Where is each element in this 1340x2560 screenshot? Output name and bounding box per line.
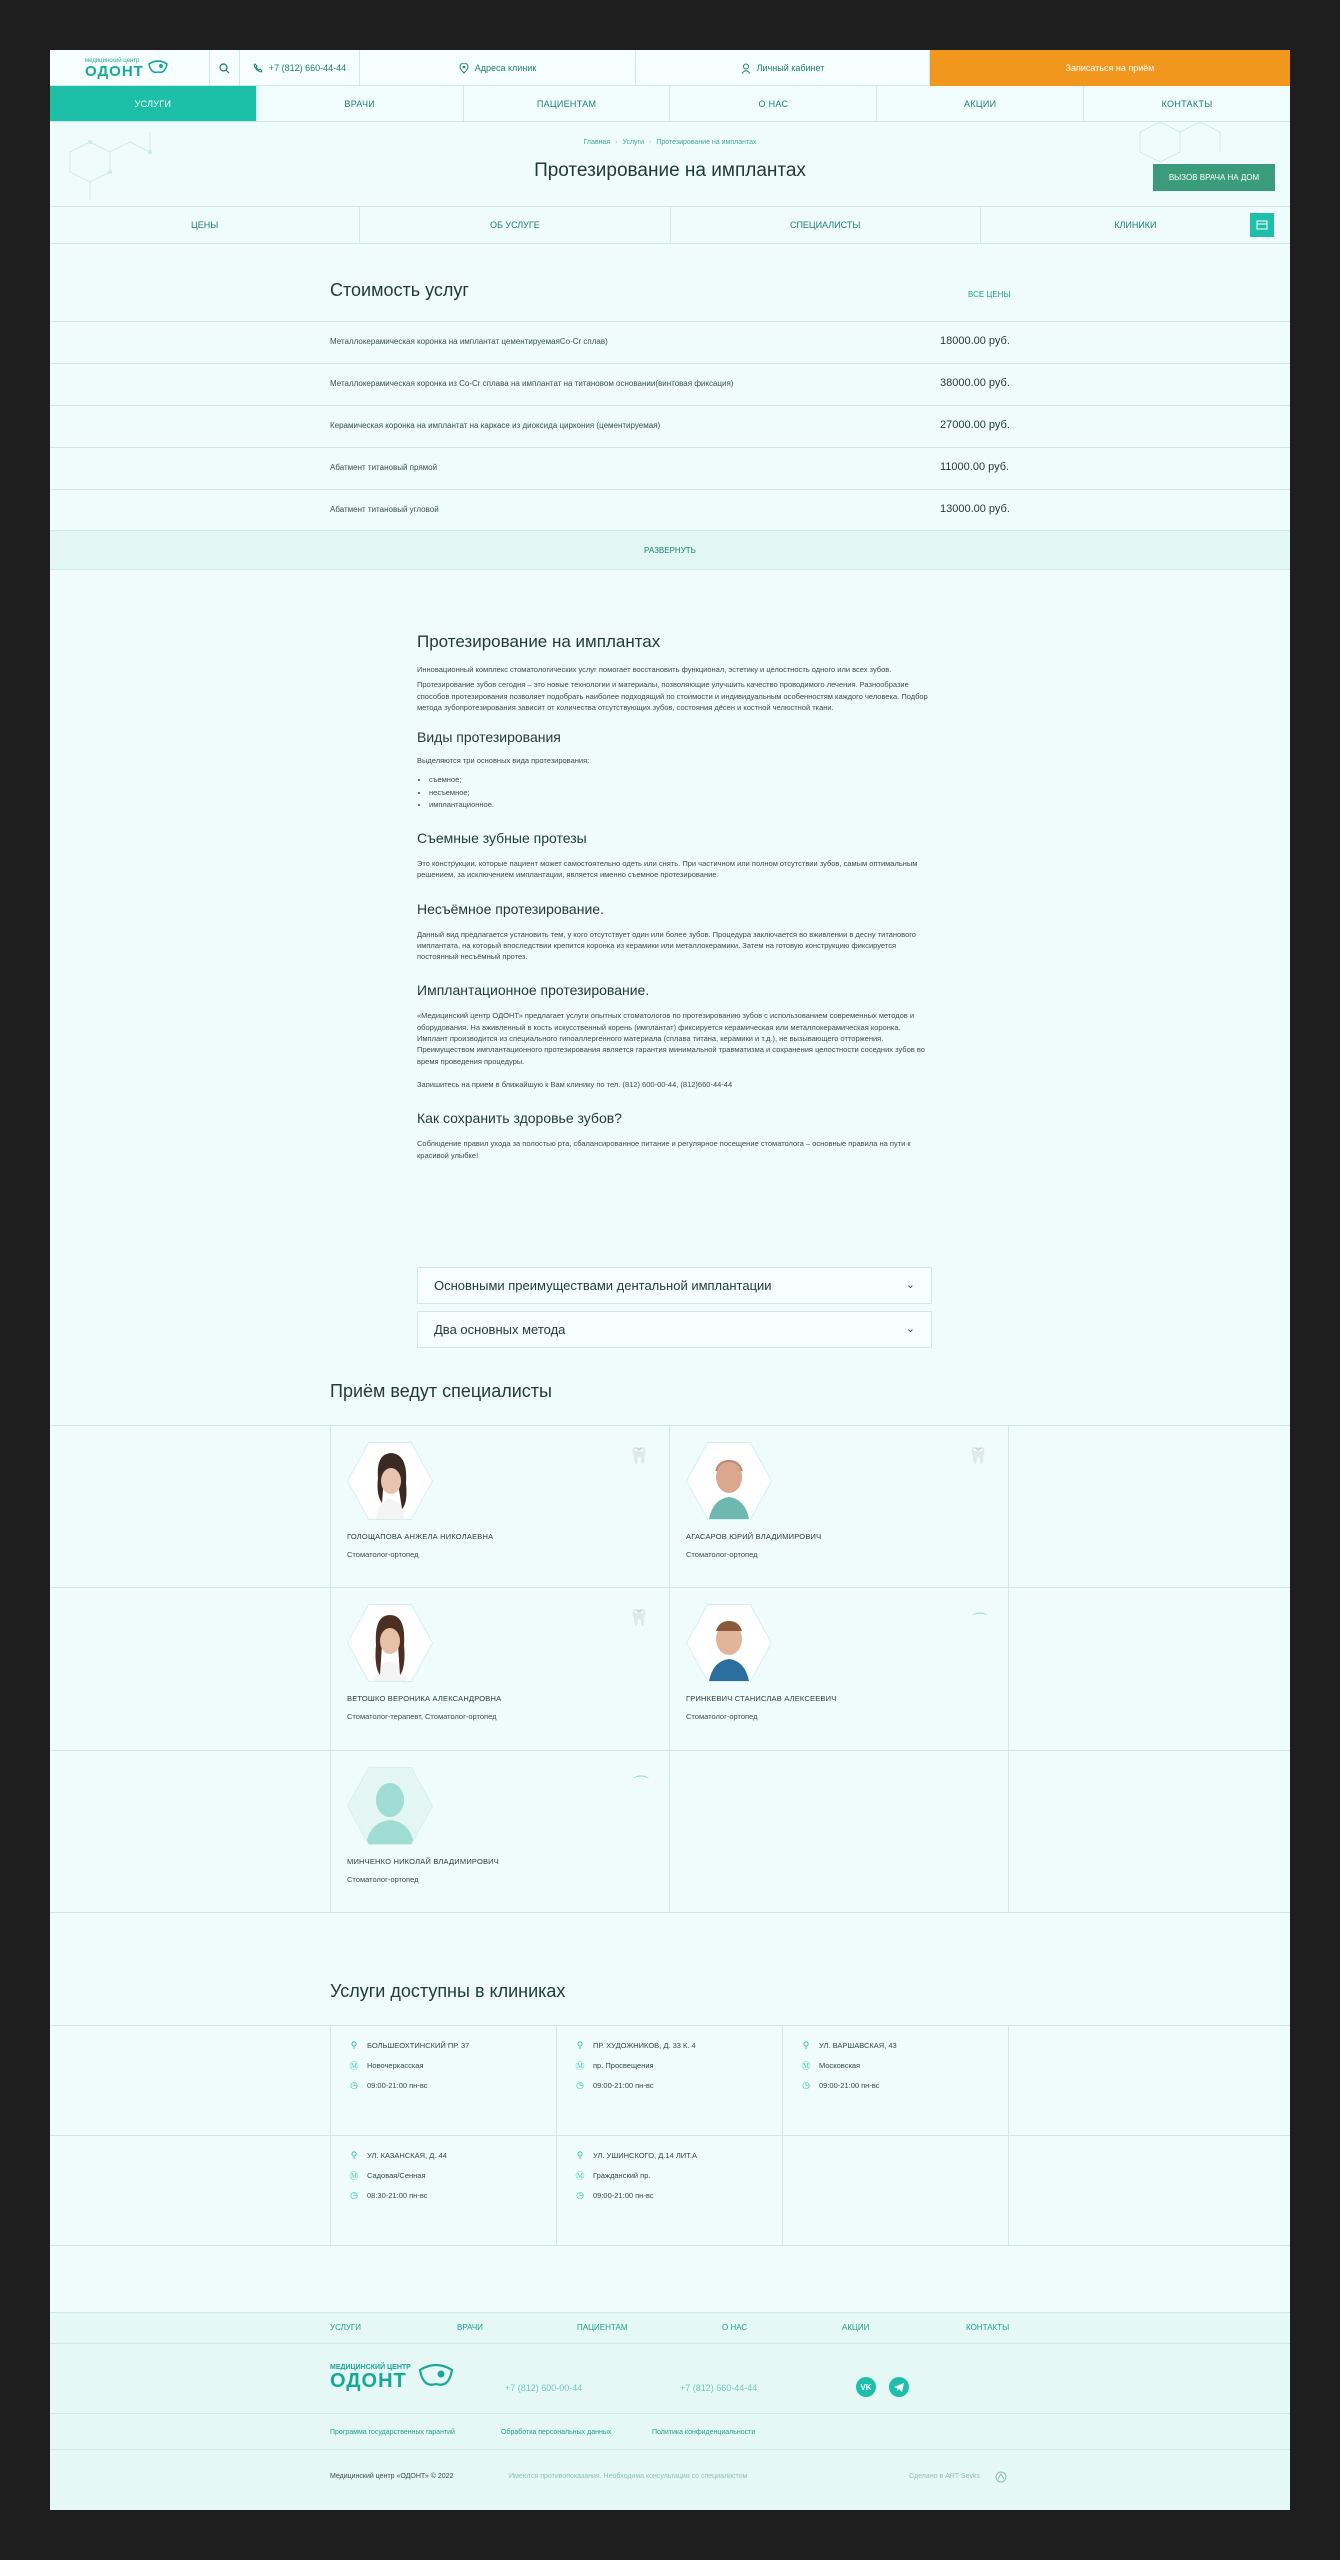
vk-icon[interactable] [856, 2377, 876, 2397]
location-pin-icon: ⚲ [350, 2149, 358, 2160]
footer-nav-contacts[interactable]: КОНТАКТЫ [966, 2323, 1010, 2332]
main-nav [50, 86, 1290, 122]
article-paragraph: Это конструкции, которые пациент может самостоятельно одеть или снять. При частичном или полном отсутствии зубов, самым оптимальным решением, за исключением имплантации, является именно съемное протезирование. [417, 858, 918, 880]
article-paragraph: Данный вид предлагается установить тем, у кого отсутствует один или более зубов. Процедура заключается во вживлении в десну титанового имплантата, на который впоследствии крепится коронка из керамики или металлокерамики. Затем на готовую конструкцию фиксируется постоянный несъёмный протез. [417, 929, 916, 962]
top-bar [50, 50, 1290, 86]
doctor-photo [686, 1604, 772, 1682]
metro-icon: Ⓜ [801, 2060, 811, 2071]
article-title: Протезирование на имплантах [417, 632, 661, 651]
developer-logo-icon [995, 2471, 1007, 2483]
clinic-address: УЛ. КАЗАНСКАЯ, Д. 44 [367, 2150, 447, 2160]
clinic-card[interactable] [557, 2026, 783, 2136]
accordion-label: Два основных метода [434, 1322, 566, 1337]
doctor-role: Стоматолог-терапевт, Стоматолог-ортопед [347, 1712, 497, 1721]
doctor-role: Стоматолог-ортопед [347, 1550, 419, 1559]
article-paragraph: «Медицинский центр ОДОНТ» предлагает услуги опытных стоматологов по протезированию зубов с использованием современных методов и оборудования. На вживленный в кость искусственный корень (имплантат) фиксируется керамическая или металлокерамическая коронка. Имплант производится из специального гипоаллергенного материала (сплава титана, керамики и т.д.), не вызывающего отторжения. Преимуществом имплантационного протезирования является гарантия минимальной травматизма и сохранения целостности соседних зубов во время проведения процедуры. [417, 1011, 925, 1066]
nav-item-about[interactable]: О НАС [670, 86, 877, 121]
doctor-photo [347, 1767, 433, 1845]
article-paragraph: Запишитесь на прием в ближайшую к Вам клинику по тел. (812) 600-00-44, (812)660-44-44 [417, 1079, 733, 1089]
article-heading: Съемные зубные протезы [417, 829, 587, 846]
clock-icon: ◷ [576, 2189, 584, 2200]
doctor-name: АГАСАРОВ ЮРИЙ ВЛАДИМИРОВИЧ [686, 1532, 822, 1541]
clinic-card[interactable] [331, 2026, 557, 2136]
book-appointment-button[interactable]: Записаться на приём [930, 50, 1290, 86]
footer-logo-subtitle: МЕДИЦИНСКИЙ ЦЕНТР [330, 2363, 411, 2371]
doctors-title: Приём ведут специалисты [330, 1381, 552, 1401]
phone-link[interactable] [240, 50, 360, 86]
clock-icon: ◷ [802, 2079, 810, 2090]
article [417, 632, 932, 1161]
tooth-icon: 🦷 [968, 1448, 988, 1465]
user-icon [741, 63, 751, 74]
logo-tooth-icon [417, 2363, 455, 2391]
tooth-icon: ⌒ [971, 1613, 988, 1630]
addresses-text: Адреса клиник [474, 63, 537, 73]
price-row-value: 18000.00 руб. [940, 335, 1010, 347]
vk-label: VK [860, 2382, 872, 2392]
doctor-name: ГОЛОЩАПОВА АНЖЕЛА НИКОЛАЕВНА [347, 1532, 494, 1541]
chevron-down-icon: ⌄ [905, 1323, 915, 1335]
card-button[interactable] [1250, 213, 1274, 237]
price-row-name: Металлокерамическая коронка на имплантат цементируемаяСо-Cr сплав) [330, 337, 608, 346]
telegram-icon[interactable] [889, 2377, 909, 2397]
logo-subtitle: медицинский центр [85, 57, 140, 64]
clinic-metro: Новочеркасская [367, 2060, 424, 2070]
doctor-card[interactable] [331, 1751, 669, 1913]
doctor-portrait-image [348, 1443, 432, 1519]
tab-about[interactable]: ОБ УСЛУГЕ [360, 207, 670, 243]
clinics-title: Услуги доступны в клиниках [330, 1981, 566, 2001]
location-pin-icon: ⚲ [350, 2039, 358, 2050]
cabinet-text: Личный кабинет [756, 63, 825, 73]
phone-icon [253, 63, 263, 73]
article-heading: Виды протезирования [417, 729, 561, 746]
footer-nav-about[interactable]: О НАС [722, 2323, 748, 2332]
chevron-down-icon: ⌄ [905, 1279, 915, 1291]
clinic-metro: пр. Просвещения [593, 2060, 654, 2070]
clinic-hours: 08:30-21:00 пн-вс [367, 2190, 428, 2200]
clock-icon: ◷ [350, 2079, 358, 2090]
doctor-portrait-image [687, 1443, 771, 1519]
clinic-hours: 09:00-21:00 пн-вс [593, 2190, 654, 2200]
made-by-link[interactable]: Сделано в ART-Sevks [909, 2473, 981, 2480]
doctor-portrait-image [687, 1605, 771, 1681]
location-pin-icon: ⚲ [576, 2039, 584, 2050]
doctor-photo [686, 1442, 772, 1520]
price-row-name: Абатмент титановый прямой [330, 463, 438, 472]
divider [50, 2343, 1290, 2344]
footer-logo[interactable] [330, 2363, 455, 2391]
footer-phone-2[interactable]: +7 (812) 660-44-44 [680, 2383, 758, 2393]
footer-nav-doctors[interactable]: ВРАЧИ [457, 2323, 483, 2332]
breadcrumb-current: Протезирование на имплантах [656, 139, 757, 146]
addresses-link[interactable] [360, 50, 636, 86]
metro-icon: Ⓜ [575, 2170, 585, 2181]
article-heading: Несъёмное протезирование. [417, 900, 604, 917]
nav-item-contacts[interactable]: КОНТАКТЫ [1161, 98, 1213, 109]
clinic-address: БОЛЬШЕОХТИНСКИЙ ПР. 37 [367, 2040, 470, 2050]
price-row-value: 27000.00 руб. [940, 419, 1010, 431]
logo-tooth-icon [147, 60, 169, 76]
doctor-photo [347, 1442, 433, 1520]
footer-nav-services[interactable]: УСЛУГИ [330, 2323, 362, 2332]
footer-nav-promotions[interactable]: АКЦИИ [842, 2323, 870, 2332]
clinic-hours: 09:00-21:00 пн-вс [819, 2080, 880, 2090]
price-row-value: 13000.00 руб. [940, 503, 1010, 515]
footer-link-personal-data[interactable]: Обработка персональных данных [501, 2429, 612, 2436]
tab-clinics[interactable]: КЛИНИКИ [1114, 220, 1157, 230]
price-row [50, 321, 1290, 363]
nav-item-promotions[interactable]: АКЦИИ [877, 86, 1084, 121]
footer-logo-title: ОДОНТ [330, 2369, 407, 2392]
nav-item-services[interactable]: УСЛУГИ [50, 86, 257, 121]
copyright: Медицинский центр «ОДОНТ» © 2022 [330, 2473, 454, 2480]
divider [50, 1750, 1290, 1751]
nav-item-patients[interactable]: ПАЦИЕНТАМ [464, 86, 671, 121]
tab-specialists[interactable]: СПЕЦИАЛИСТЫ [671, 207, 981, 243]
price-row [50, 489, 1290, 531]
divider [1008, 1425, 1009, 1912]
doctor-photo [347, 1604, 433, 1682]
breadcrumb-home[interactable]: Главная [583, 139, 611, 146]
search-button[interactable] [210, 50, 240, 86]
tooth-icon: 🦷 [629, 1610, 649, 1627]
clinic-metro: Гражданский пр. [593, 2170, 651, 2180]
accordion-label: Основными преимуществами дентальной имплантации [434, 1278, 772, 1293]
price-row-name: Металлокерамическая коронка из Co-Cr сплава на имплантат на титановом основании(винтовая фиксация) [330, 379, 734, 388]
doctor-name: МИНЧЕНКО НИКОЛАЙ ВЛАДИМИРОВИЧ [347, 1857, 499, 1866]
tooth-icon: 🦷 [629, 1448, 649, 1465]
all-prices-link[interactable]: ВСЕ ЦЕНЫ [968, 290, 1011, 299]
article-paragraph: Протезирование зубов сегодня – это новые технологии и материалы, позволяющие улучшить качество проводимого лечения. Разнообразие способов протезирования позволяет подобрать наиболее подходящий по стоимости и индивидуальным особенностям каждого человека. Подбор метода зубопротезирования зависит от количества отсутствующих зубов, состояния дёсен и костной челюстной ткани. [417, 680, 928, 712]
article-paragraph: Соблюдение правил ухода за полостью рта, сбалансированное питание и регулярное посещение стоматолога – основные правила на пути к красивой улыбке! [417, 1139, 911, 1160]
price-row-name: Керамическая коронка на имплантат на каркасе из диоксида циркония (цементируемая) [330, 421, 661, 430]
price-row [50, 363, 1290, 405]
doctor-role: Стоматолог-ортопед [686, 1550, 758, 1559]
article-heading: Имплантационное протезирование. [417, 982, 650, 999]
page [50, 50, 1290, 2510]
clinic-metro: Московская [819, 2060, 861, 2070]
price-row [50, 405, 1290, 447]
avatar-placeholder-icon [348, 1768, 432, 1844]
accordion-advantages[interactable] [417, 1267, 932, 1304]
clinic-card[interactable] [331, 2136, 557, 2246]
footer-phone-1[interactable]: +7 (812) 600-00-44 [505, 2383, 583, 2393]
metro-icon: Ⓜ [349, 2060, 359, 2071]
logo[interactable] [50, 50, 210, 86]
doctor-name: ВЕТОШКО ВЕРОНИКА АЛЕКСАНДРОВНА [347, 1694, 502, 1703]
location-pin-icon: ⚲ [802, 2039, 810, 2050]
tab-prices[interactable]: ЦЕНЫ [50, 207, 360, 243]
clinic-address: УЛ. УШИНСКОГО, Д.14 ЛИТ.А [593, 2150, 697, 2160]
doctor-portrait-image [348, 1605, 432, 1681]
price-row [50, 447, 1290, 489]
logo-title: ОДОНТ [85, 62, 144, 80]
article-heading: Как сохранить здоровье зубов? [417, 1110, 622, 1127]
disclaimer: Имеются противопоказания. Необходима консультация со специалистом [509, 2473, 748, 2480]
breadcrumb: Главная › Услуги › Протезирование на имплантах [583, 139, 757, 146]
doctor-card[interactable] [331, 1588, 669, 1750]
metro-icon: Ⓜ [575, 2060, 585, 2071]
clock-icon: ◷ [350, 2189, 358, 2200]
breadcrumb-services[interactable]: Услуги [622, 139, 644, 146]
doctor-card[interactable] [670, 1588, 1008, 1750]
price-row-name: Абатмент титановый угловой [330, 505, 439, 514]
footer [50, 2312, 1290, 2510]
expand-prices-button[interactable]: РАЗВЕРНУТЬ [50, 530, 1290, 570]
clinic-address: УЛ. ВАРШАВСКАЯ, 43 [819, 2040, 897, 2050]
phone-text: +7 (812) 660-44-44 [268, 63, 347, 73]
doctor-role: Стоматолог-ортопед [686, 1712, 758, 1721]
article-paragraph: Выделяются три основных вида протезирования: [417, 756, 590, 766]
divider [50, 2449, 1290, 2450]
metro-icon: Ⓜ [349, 2170, 359, 2181]
clock-icon: ◷ [576, 2079, 584, 2090]
article-paragraph: Инновационный комплекс стоматологических услуг помогает восстановить функционал, эстетику и целостность одного или всех зубов. [417, 665, 892, 674]
clinic-hours: 09:00-21:00 пн-вс [593, 2080, 654, 2090]
doctor-name: ГРИНКЕВИЧ СТАНИСЛАВ АЛЕКСЕЕВИЧ [686, 1694, 837, 1703]
price-row-value: 11000.00 руб. [940, 461, 1010, 473]
cabinet-link[interactable] [636, 50, 930, 86]
card-icon [1256, 220, 1268, 230]
location-pin-icon: ⚲ [576, 2149, 584, 2160]
clinic-address: ПР. ХУДОЖНИКОВ, Д. 33 К. 4 [593, 2040, 696, 2050]
search-icon [219, 63, 230, 74]
list-item: • имплантационное. [429, 799, 932, 812]
page-header [50, 122, 1290, 207]
tooth-icon: ⌒ [632, 1776, 649, 1793]
price-row-value: 38000.00 руб. [940, 377, 1010, 389]
clinic-card[interactable] [557, 2136, 783, 2246]
telegram-plane-icon [894, 2383, 904, 2392]
accordion-methods[interactable] [417, 1311, 932, 1348]
section-tabs [50, 207, 1290, 244]
footer-nav-patients[interactable]: ПАЦИЕНТАМ [577, 2323, 628, 2332]
doctor-card[interactable] [331, 1426, 669, 1588]
location-pin-icon [459, 63, 469, 74]
clinic-metro: Садовая/Сенная [367, 2170, 426, 2180]
footer-link-guarantees[interactable]: Программа государственных гарантий [330, 2429, 455, 2436]
footer-link-privacy[interactable]: Политика конфиденциальности [652, 2429, 756, 2436]
nav-item-doctors[interactable]: ВРАЧИ [257, 86, 464, 121]
doctor-card[interactable] [670, 1426, 1008, 1588]
doctor-role: Стоматолог-ортопед [347, 1875, 419, 1884]
list-item: • съемное; [429, 774, 932, 787]
page-title: Протезирование на имплантах [534, 160, 806, 181]
home-visit-button[interactable]: ВЫЗОВ ВРАЧА НА ДОМ [1153, 164, 1275, 191]
clinic-hours: 09:00-21:00 пн-вс [367, 2080, 428, 2090]
prices-title: Стоимость услуг [330, 280, 469, 300]
clinic-card[interactable] [783, 2026, 1009, 2136]
list-item: • несъемное; [429, 787, 932, 800]
divider [50, 2413, 1290, 2414]
divider [50, 1912, 1290, 1913]
